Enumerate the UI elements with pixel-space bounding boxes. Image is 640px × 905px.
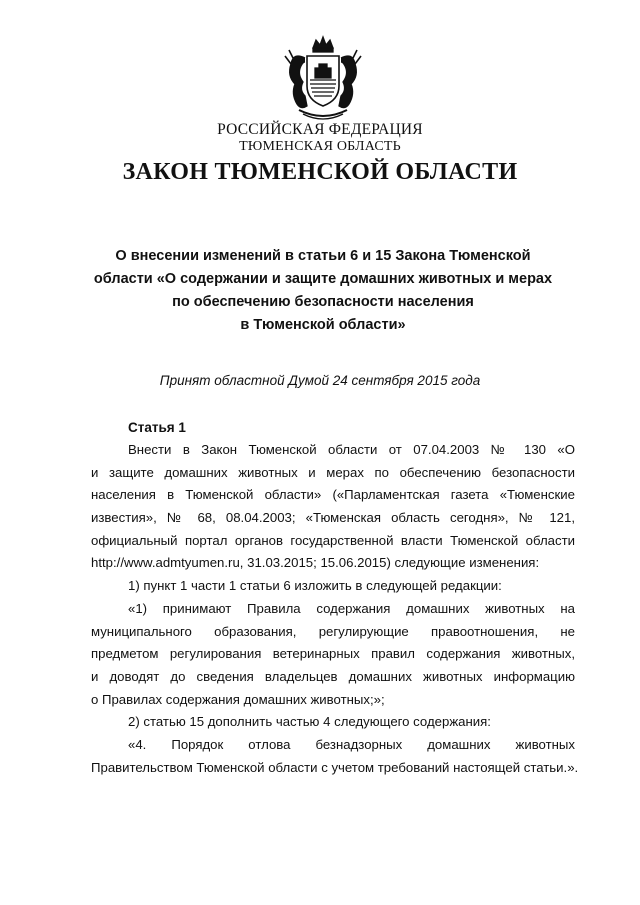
article-line: и доводят до сведения владельцев домашних животных информацию <box>91 668 575 684</box>
article-line: 2) статью 15 дополнить частью 4 следующего содержания: <box>128 714 491 730</box>
article-line: предметом регулирования ветеринарных правил содержания животных, <box>91 646 575 662</box>
article-line: официальный портал органов государственной власти Тюменской области <box>91 532 575 548</box>
article-line: муниципального образования, регулирующие правоотношения, не <box>91 623 575 639</box>
article-line: известия», № 68, 08.04.2003; «Тюменская область сегодня», № 121, <box>91 510 575 526</box>
article-line: http://www.admtyumen.ru, 31.03.2015; 15.06.2015) следующие изменения: <box>91 555 540 571</box>
article-line: Правительством Тюменской области с учетом требований настоящей статьи.». <box>91 759 579 775</box>
article-line: о Правилах содержания домашних животных;»; <box>91 691 385 707</box>
law-title-line: О внесении изменений в статьи 6 и 15 Закона Тюменской <box>115 248 531 264</box>
header-region: ТЮМЕНСКАЯ ОБЛАСТЬ <box>239 139 401 154</box>
article-line: «4. Порядок отлова безнадзорных домашних животных <box>128 736 575 752</box>
article-line: «1) принимают Правила содержания домашних животных на <box>128 600 575 616</box>
article-line: Внести в Закон Тюменской области от 07.04.2003 № 130 «О <box>128 442 575 457</box>
article-line: 1) пункт 1 части 1 статьи 6 изложить в следующей редакции: <box>128 578 502 594</box>
article-body <box>91 439 579 779</box>
article-line: и защите домашних животных и мерах по обеспечению безопасности <box>91 464 575 480</box>
header-country: РОССИЙСКАЯ ФЕДЕРАЦИЯ <box>217 121 423 138</box>
law-title-line: по обеспечению безопасности населения <box>172 294 474 310</box>
adoption-note: Принят областной Думой 24 сентября 2015 года <box>159 373 481 388</box>
law-title-line: области «О содержании и защите домашних животных и мерах <box>93 271 553 287</box>
law-title-line: в Тюменской области» <box>240 317 406 333</box>
coat-of-arms-emblem <box>283 34 363 124</box>
article-line: населения в Тюменской области» («Парламентская газета «Тюменские <box>91 487 575 503</box>
law-title <box>90 245 556 337</box>
article-heading: Статья 1 <box>128 420 186 435</box>
document-type-title: ЗАКОН ТЮМЕНСКОЙ ОБЛАСТИ <box>122 159 518 185</box>
